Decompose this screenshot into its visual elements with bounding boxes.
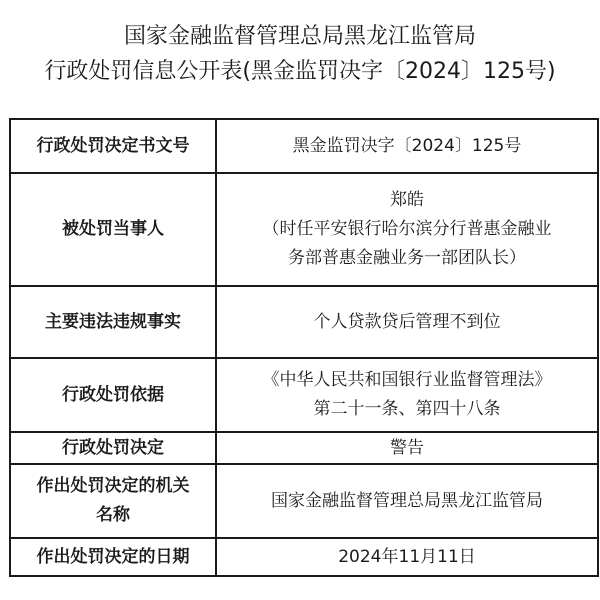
- document-title-line-2: 行政处罚信息公开表(黑金监罚决字〔2024〕125号): [44, 59, 556, 84]
- table-row-legal-basis: [10, 358, 598, 432]
- table-row-decision: [10, 432, 598, 464]
- value-line: 黑金监罚决字〔2024〕125号: [292, 135, 522, 156]
- table-row-decision-number: [10, 119, 598, 173]
- row-label: 行政处罚依据: [10, 358, 216, 432]
- row-value: [216, 464, 598, 538]
- value-line: 第二十一条、第四十八条: [313, 399, 501, 419]
- row-value: [216, 358, 598, 432]
- row-label: 主要违法违规事实: [10, 286, 216, 358]
- value-line: 2024年11月11日: [338, 546, 476, 567]
- row-label: 被处罚当事人: [10, 173, 216, 286]
- row-value: [216, 432, 598, 464]
- value-line: 警告: [390, 437, 424, 458]
- row-value: [216, 119, 598, 173]
- row-value: [216, 538, 598, 576]
- document-title-line-1: 国家金融监督管理总局黑龙江监管局: [123, 24, 476, 49]
- penalty-info-table: [9, 118, 599, 577]
- row-label: 行政处罚决定书文号: [10, 119, 216, 173]
- row-label: 作出处罚决定的日期: [10, 538, 216, 576]
- value-line: 国家金融监督管理总局黑龙江监管局: [271, 490, 543, 511]
- value-line: 《中华人民共和国银行业监督管理法》: [262, 370, 552, 390]
- table-row-party: [10, 173, 598, 286]
- value-line: 个人贷款贷后管理不到位: [313, 311, 501, 332]
- label-line: 名称: [96, 505, 130, 525]
- row-value: [216, 286, 598, 358]
- table-row-violation-facts: [10, 286, 598, 358]
- value-line: 务部普惠金融业务一部团队长）: [288, 248, 526, 268]
- value-line: （时任平安银行哈尔滨分行普惠金融业: [262, 219, 552, 239]
- row-value: [216, 173, 598, 286]
- row-label: [10, 464, 216, 538]
- row-label: 行政处罚决定: [10, 432, 216, 464]
- table-row-date: [10, 538, 598, 576]
- value-line: 郑皓: [390, 190, 424, 210]
- table-row-authority: [10, 464, 598, 538]
- label-line: 作出处罚决定的机关: [36, 476, 190, 496]
